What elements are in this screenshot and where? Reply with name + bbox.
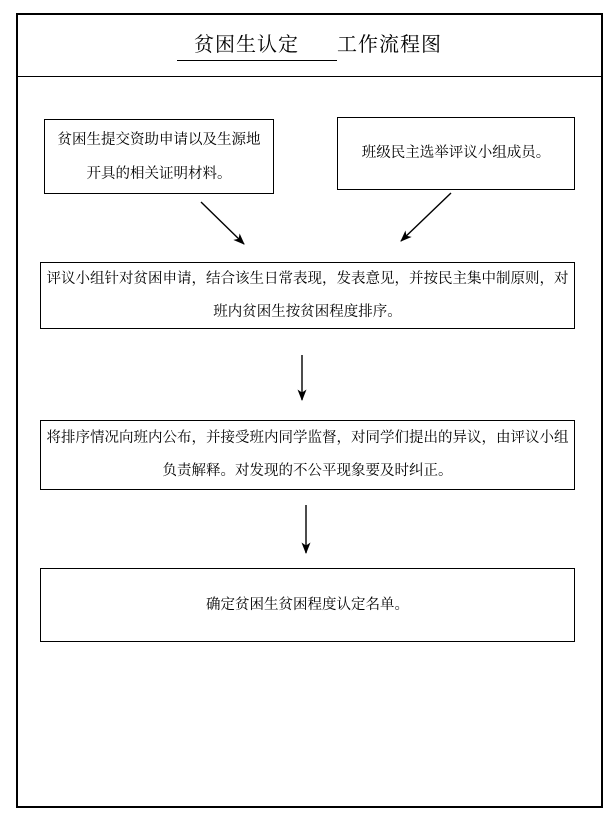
flow-box-review-line-2: 班内贫困生按贫困程度排序。 bbox=[213, 303, 402, 320]
flow-box-final bbox=[40, 568, 575, 642]
flow-box-publicity-line-2: 负责解释。对发现的不公平现象要及时纠正。 bbox=[162, 463, 453, 479]
flow-box-review bbox=[40, 262, 575, 329]
flow-box-publicity bbox=[40, 420, 575, 490]
flow-box-publicity-line-1: 将排序情况向班内公布，并接受班内同学监督，对同学们提出的异议，由评议小组 bbox=[46, 430, 569, 446]
flow-box-review-line-1: 评议小组针对贫困申请，结合该生日常表现，发表意见，并按民主集中制原则，对 bbox=[46, 270, 569, 287]
flow-box-apply bbox=[44, 119, 274, 194]
flow-box-apply-line-1: 贫困生提交资助申请以及生源地 bbox=[57, 131, 261, 148]
title-band bbox=[16, 13, 603, 77]
title-rest-text: 工作流程图 bbox=[337, 34, 442, 56]
title-underlined-text: 贫困生认定 bbox=[177, 28, 337, 61]
flow-box-elect-line-1: 班级民主选举评议小组成员。 bbox=[361, 145, 551, 161]
flow-box-apply-line-2: 开具的相关证明材料。 bbox=[86, 165, 232, 182]
page-title bbox=[177, 28, 442, 61]
flow-box-elect bbox=[337, 117, 575, 190]
flow-box-final-line-1: 确定贫困生贫困程度认定名单。 bbox=[206, 596, 409, 613]
